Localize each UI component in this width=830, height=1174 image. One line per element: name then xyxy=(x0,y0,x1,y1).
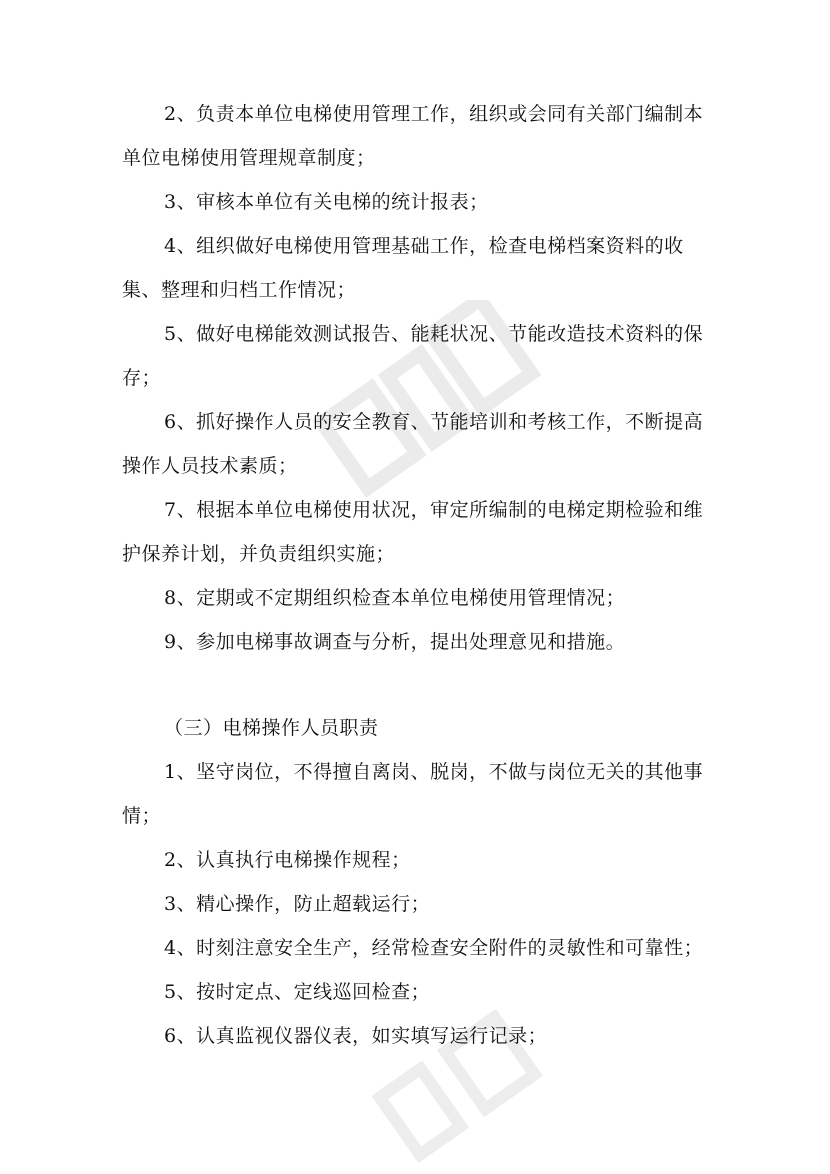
list-item: 8、定期或不定期组织检查本单位电梯使用管理情况； xyxy=(164,587,626,609)
list-item: 2、认真执行电梯操作规程； xyxy=(164,849,411,871)
list-item: 3、审核本单位有关电梯的统计报表； xyxy=(164,191,489,213)
list-item: 6、认真监视仪器仪表，如实填写运行记录； xyxy=(164,1025,548,1047)
document-body xyxy=(122,92,712,1058)
list-item: 9、参加电梯事故调查与分析，提出处理意见和措施。 xyxy=(164,631,626,653)
list-item: 4、组织做好电梯使用管理基础工作，检查电梯档案资料的收集、整理和归档工作情况； xyxy=(122,235,684,301)
list-item: 2、负责本单位电梯使用管理工作，组织或会同有关部门编制本单位电梯使用管理规章制度； xyxy=(122,103,704,169)
list-item: 3、精心操作，防止超载运行； xyxy=(164,893,431,915)
list-item: 5、做好电梯能效测试报告、能耗状况、节能改造技术资料的保存； xyxy=(122,323,704,389)
list-item: 6、抓好操作人员的安全教育、节能培训和考核工作，不断提高操作人员技术素质； xyxy=(122,411,704,477)
list-item: 7、根据本单位电梯使用状况，审定所编制的电梯定期检验和维护保养计划，并负责组织实施； xyxy=(122,499,704,565)
section-heading: （三）电梯操作人员职责 xyxy=(164,717,379,739)
section-spacer xyxy=(122,664,712,706)
list-item: 4、时刻注意安全生产，经常检查安全附件的灵敏性和可靠性； xyxy=(164,937,704,959)
list-item: 1、坚守岗位，不得擅自离岗、脱岗，不做与岗位无关的其他事情； xyxy=(122,761,704,827)
list-item: 5、按时定点、定线巡回检查； xyxy=(164,981,431,1003)
